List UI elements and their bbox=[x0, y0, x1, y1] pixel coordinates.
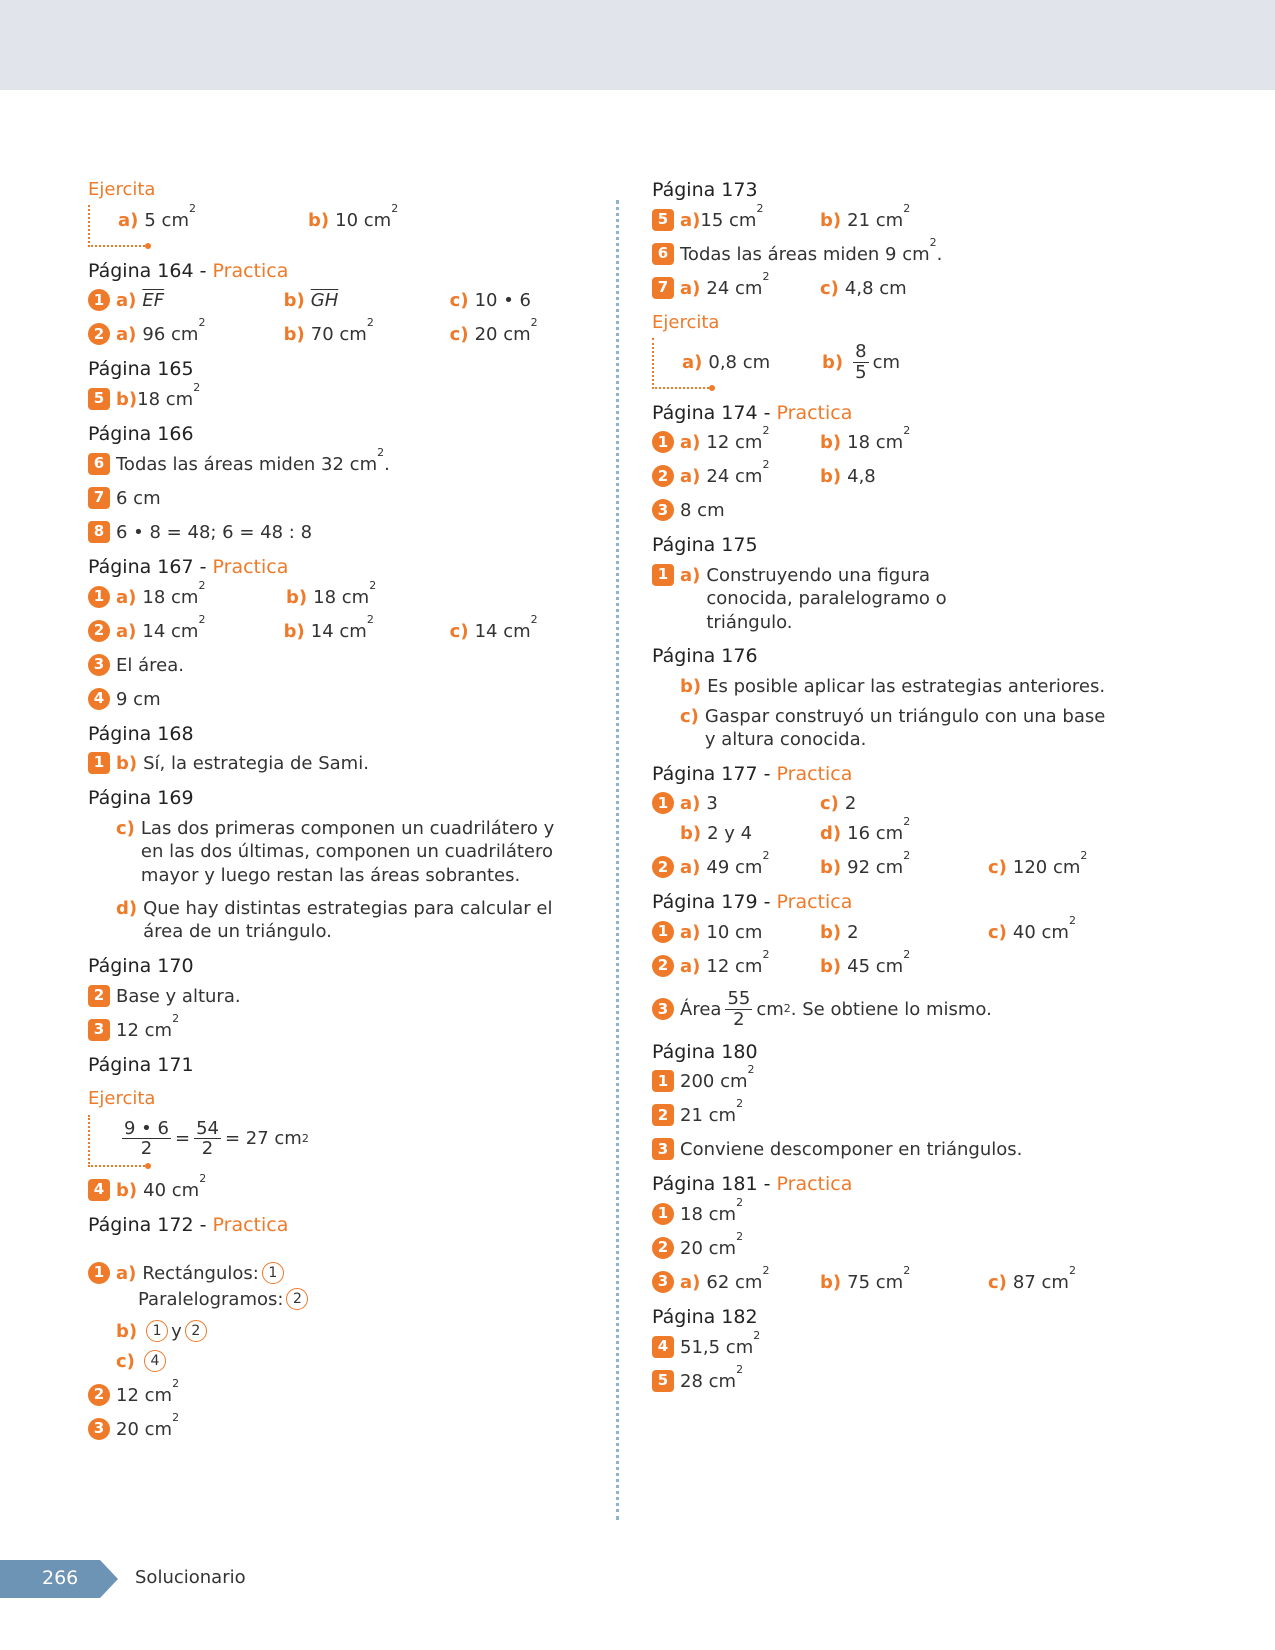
answer-row: 2 a) 96 cm 2 b) 70 cm 2 c) 20 cm 2 bbox=[88, 323, 588, 347]
number-badge: 7 bbox=[652, 277, 674, 299]
answer-row: 3 a) 62 cm 2 b) 75 cm 2 c) 87 cm 2 bbox=[652, 1271, 1152, 1295]
number-badge: 3 bbox=[88, 654, 110, 676]
label-a: a) bbox=[118, 210, 139, 232]
section-title-175: Página 175 bbox=[652, 534, 758, 557]
fraction: $\frac{9 • 6}{2}$ bbox=[124, 1117, 169, 1160]
answer-row: b) 2 y 4 d) 16 cm 2 bbox=[680, 815, 911, 845]
answer-row: 1 a) Rectángulos: 1 bbox=[88, 1262, 588, 1286]
answer-row: 2 a) 49 cm 2 b) 92 cm 2 c) 120 cm 2 bbox=[652, 856, 1152, 880]
circled-number: 1 bbox=[146, 1320, 168, 1342]
header-band bbox=[0, 0, 1275, 90]
answer-row: 1 a) 18 cm 2 b) 18 cm 2 bbox=[88, 586, 588, 610]
number-badge: 2 bbox=[88, 1384, 110, 1406]
answer-row: b) Es posible aplicar las estrategias anteriores. bbox=[680, 675, 1106, 697]
ejercita-box: a) 5 cm 2 b) 10 cm 2 bbox=[88, 205, 148, 246]
segment-gh: $\overline{GH}$ bbox=[310, 290, 339, 312]
answer-row: 1 a) $\overline{EF}$ b) $\overline{GH}$ c) 10 • 6 bbox=[88, 289, 588, 313]
section-title-170: Página 170 bbox=[88, 954, 194, 977]
column-divider bbox=[616, 200, 619, 1520]
number-badge: 7 bbox=[88, 487, 110, 509]
fraction: $\frac{54}{2}$ bbox=[196, 1117, 219, 1160]
number-badge: 1 bbox=[88, 752, 110, 774]
circled-number: 4 bbox=[144, 1350, 166, 1372]
answer-row: 1 a) Construyendo una figura conocida, paralelogramo o triángulo. bbox=[652, 564, 1152, 634]
section-title-180: Página 180 bbox=[652, 1040, 758, 1063]
answer-row: 3 El área. bbox=[88, 654, 588, 678]
section-title-166: Página 166 bbox=[88, 423, 194, 446]
answer-row: 2 21 cm 2 bbox=[652, 1104, 1152, 1128]
section-title-181: Página 181 - Practica bbox=[652, 1173, 853, 1196]
number-badge: 6 bbox=[88, 453, 110, 475]
ejercita-title: Ejercita bbox=[88, 179, 156, 200]
number-badge: 2 bbox=[652, 955, 674, 977]
answer-row: 1 a) 10 cm b) 2 c) 40 cm 2 bbox=[652, 921, 1152, 945]
answer-row: 1 b) Sí, la estrategia de Sami. bbox=[88, 752, 588, 776]
section-title-179: Página 179 - Practica bbox=[652, 891, 853, 914]
number-badge: 6 bbox=[652, 243, 674, 265]
answer-row: 2 a) 12 cm 2 b) 45 cm 2 bbox=[652, 955, 1152, 979]
number-badge: 2 bbox=[652, 465, 674, 487]
number-badge: 8 bbox=[88, 521, 110, 543]
answer-row: 2 20 cm 2 bbox=[652, 1237, 1152, 1261]
ejercita-box: a) 0,8 cm b) $\frac{8}{5}$ cm bbox=[652, 338, 712, 389]
answer-row: 3 20 cm 2 bbox=[88, 1418, 588, 1442]
number-badge: 4 bbox=[88, 688, 110, 710]
ejercita-box: $\frac{9 • 6}{2}$ = $\frac{54}{2}$ = 27 cm 2 bbox=[88, 1115, 148, 1168]
ejercita-title: Ejercita bbox=[88, 1088, 156, 1110]
number-badge: 1 bbox=[652, 564, 674, 586]
section-title-169: Página 169 bbox=[88, 787, 194, 810]
number-badge: 1 bbox=[652, 1203, 674, 1225]
section-title-182: Página 182 bbox=[652, 1306, 758, 1329]
page-number: 266 bbox=[42, 1567, 79, 1589]
number-badge: 2 bbox=[652, 1237, 674, 1259]
number-badge: 2 bbox=[652, 856, 674, 878]
circled-number: 2 bbox=[185, 1320, 207, 1342]
section-title-165: Página 165 bbox=[88, 358, 194, 381]
number-badge: 5 bbox=[652, 209, 674, 231]
answer-row: c) Gaspar construyó un triángulo con una base y altura conocida. bbox=[680, 705, 1106, 751]
number-badge: 1 bbox=[652, 1070, 674, 1092]
answer-row: 6 Todas las áreas miden 9 cm 2 . bbox=[652, 243, 1152, 267]
number-badge: 4 bbox=[88, 1179, 110, 1201]
right-column bbox=[652, 178, 1152, 1404]
answer-row: 8 6 • 8 = 48; 6 = 48 : 8 bbox=[88, 521, 588, 545]
answer-row: 2 12 cm 2 bbox=[88, 1384, 588, 1408]
left-column bbox=[88, 178, 588, 1272]
circled-number: 1 bbox=[262, 1262, 284, 1284]
answer-row: 1 200 cm 2 bbox=[652, 1070, 1152, 1094]
answer-row: c) 4 bbox=[88, 1350, 588, 1374]
number-badge: 1 bbox=[88, 289, 110, 311]
answer-row: 1 a) 12 cm 2 b) 18 cm 2 bbox=[652, 431, 1152, 455]
number-badge: 2 bbox=[88, 620, 110, 642]
number-badge: 3 bbox=[88, 1418, 110, 1440]
segment-ef: $\overline{EF}$ bbox=[142, 290, 165, 312]
number-badge: 1 bbox=[652, 921, 674, 943]
answer: 10 • 6 bbox=[474, 290, 531, 312]
number-badge: 5 bbox=[88, 388, 110, 410]
number-badge: 3 bbox=[652, 1271, 674, 1293]
answer-row: 2 a) 24 cm 2 b) 4,8 bbox=[652, 465, 1152, 489]
answer-row: 3 12 cm 2 bbox=[88, 1019, 588, 1043]
section-title-172: Página 172 - Practica bbox=[88, 1214, 289, 1237]
answer-row: 3 Área $\frac{55}{2}$ cm 2 . Se obtiene lo mismo. bbox=[652, 989, 1152, 1030]
fraction: $\frac{8}{5}$ bbox=[855, 341, 867, 383]
number-badge: 2 bbox=[88, 985, 110, 1007]
section-title-164: Página 164 - Practica bbox=[88, 259, 289, 282]
section-title-177: Página 177 - Practica bbox=[652, 762, 853, 785]
answer-row: b) 1 y 2 bbox=[88, 1320, 588, 1344]
number-badge: 3 bbox=[652, 499, 674, 521]
number-badge: 1 bbox=[652, 431, 674, 453]
answer-row: d) Que hay distintas estrategias para calcular el área de un triángulo. bbox=[116, 898, 553, 943]
footer-label: Solucionario bbox=[135, 1567, 246, 1588]
section-title-171: Página 171 bbox=[88, 1053, 194, 1076]
answer: 5 cm bbox=[144, 210, 189, 232]
answer-row: 5 b) 18 cm 2 bbox=[88, 388, 588, 412]
number-badge: 3 bbox=[652, 998, 674, 1020]
number-badge: 4 bbox=[652, 1336, 674, 1358]
section-title-173: Página 173 bbox=[652, 179, 758, 201]
number-badge: 3 bbox=[88, 1019, 110, 1041]
answer-row: 5 a) 15 cm 2 b) 21 cm 2 bbox=[652, 209, 1152, 233]
answer-row: 1 18 cm 2 bbox=[652, 1203, 1152, 1227]
answer-row: 2 a) 14 cm 2 b) 14 cm 2 c) 14 cm 2 bbox=[88, 620, 588, 644]
answer-row: 1 a) 3 c) 2 bbox=[652, 792, 1152, 816]
answer-row: 2 Base y altura. bbox=[88, 985, 588, 1009]
left-column-bottom bbox=[88, 1262, 588, 1452]
number-badge: 2 bbox=[88, 323, 110, 345]
answer-row: 5 28 cm 2 bbox=[652, 1370, 1152, 1394]
answer: 10 cm bbox=[335, 210, 392, 232]
section-title-167: Página 167 - Practica bbox=[88, 555, 289, 578]
section-title-176: Página 176 bbox=[652, 645, 758, 668]
answer-row: Paralelogramos: 2 bbox=[138, 1288, 588, 1312]
number-badge: 5 bbox=[652, 1370, 674, 1392]
answer-row: 3 8 cm bbox=[652, 499, 1152, 523]
answer-row: 7 6 cm bbox=[88, 487, 588, 511]
section-title-168: Página 168 bbox=[88, 722, 194, 745]
number-badge: 3 bbox=[652, 1138, 674, 1160]
answer-row: 4 51,5 cm 2 bbox=[652, 1336, 1152, 1360]
number-badge: 2 bbox=[652, 1104, 674, 1126]
label-b: b) bbox=[308, 210, 330, 232]
answer-row: c) Las dos primeras componen un cuadrilátero y en las dos últimas, componen un cuadrilátero mayor y luego restan las áreas sobrantes. bbox=[116, 817, 555, 886]
answer-row: 3 Conviene descomponer en triángulos. bbox=[652, 1138, 1152, 1162]
number-badge: 1 bbox=[88, 1262, 110, 1284]
answer-row: 4 9 cm bbox=[88, 688, 588, 712]
answer-row: 7 a) 24 cm 2 c) 4,8 cm bbox=[652, 277, 1152, 301]
answer-row: 6 Todas las áreas miden 32 cm 2 . bbox=[88, 453, 588, 477]
section-title-174: Página 174 - Practica bbox=[652, 401, 853, 424]
number-badge: 1 bbox=[88, 586, 110, 608]
fraction: $\frac{55}{2}$ bbox=[727, 988, 751, 1030]
ejercita-title: Ejercita bbox=[652, 311, 720, 333]
answer-row: 4 b) 40 cm 2 bbox=[88, 1179, 588, 1203]
circled-number: 2 bbox=[286, 1288, 308, 1310]
number-badge: 1 bbox=[652, 792, 674, 814]
